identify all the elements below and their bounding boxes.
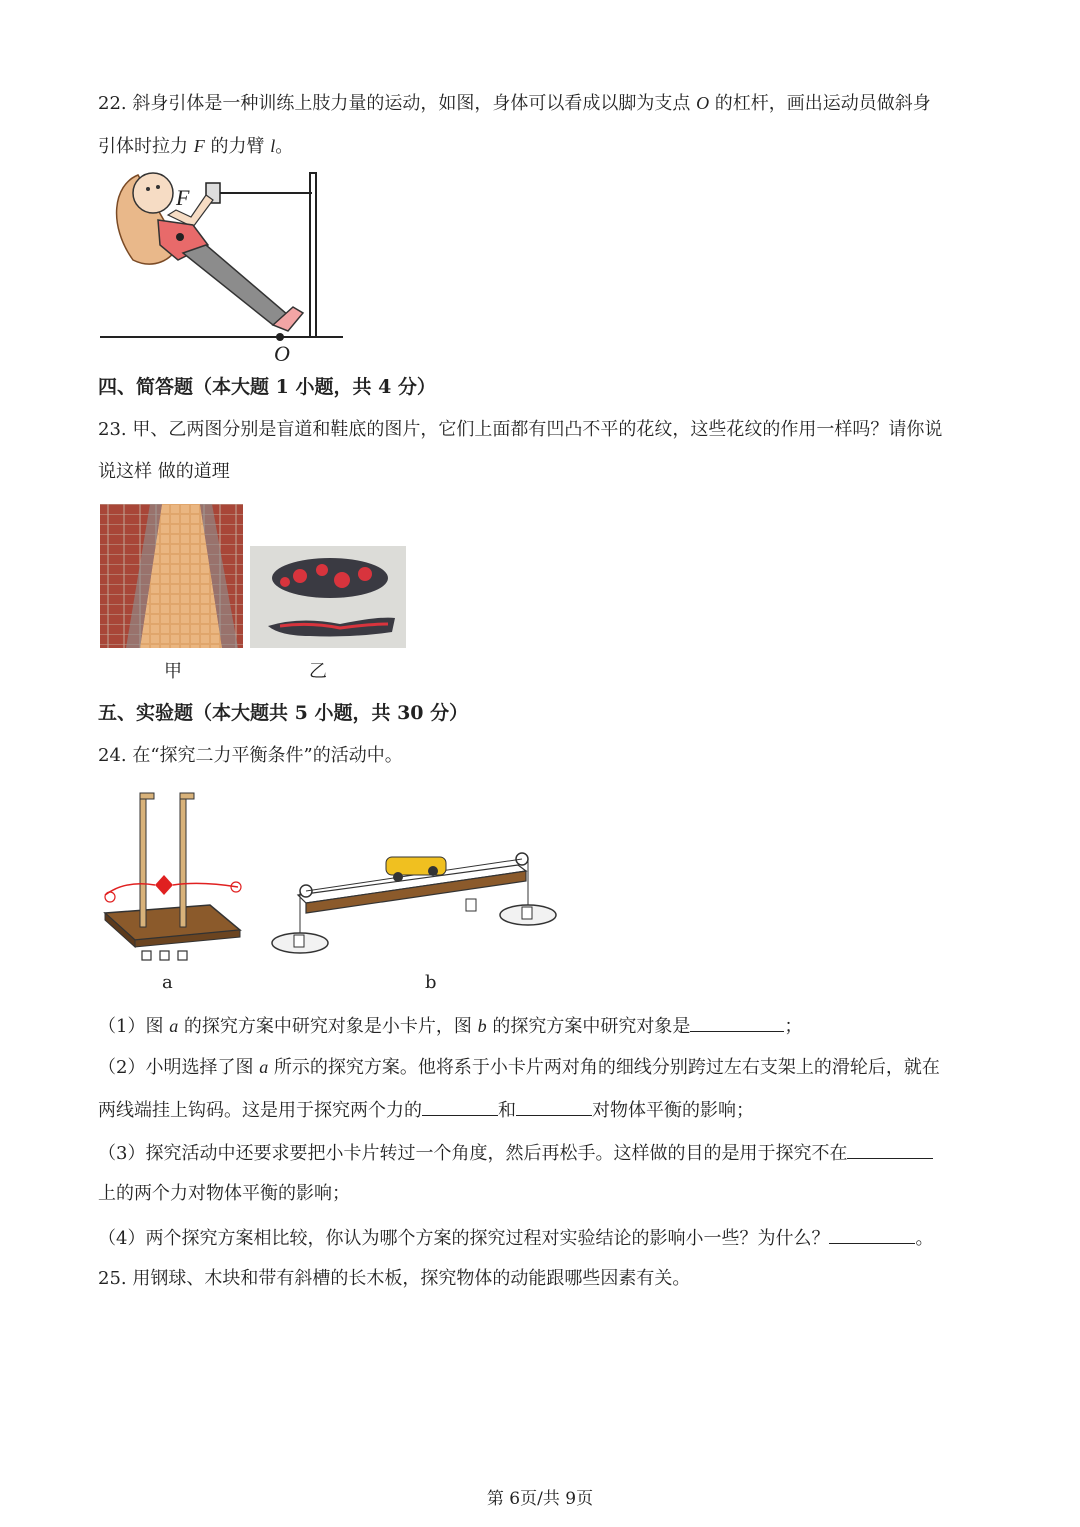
q22-line1: 22. 斜身引体是一种训练上肢力量的运动，如图，身体可以看成以脚为支点 O 的杠杆，画出运动员做斜身 <box>98 93 931 114</box>
tactile-paving-photo <box>100 504 243 648</box>
page-footer: 第 6页/共 9页 <box>486 1489 594 1509</box>
caption-b: b <box>425 972 437 993</box>
q25-line1: 25. 用钢球、木块和带有斜槽的长木板，探究物体的动能跟哪些因素有关。 <box>98 1268 691 1289</box>
caption-jia: 甲 <box>164 661 182 682</box>
q24-sub1: （1）图 a 的探究方案中研究对象是小卡片，图 b 的探究方案中研究对象是 ； <box>98 1013 802 1039</box>
answer-blank-3[interactable] <box>516 1097 592 1116</box>
caption-yi: 乙 <box>309 661 327 682</box>
q23-line1: 23. 甲、乙两图分别是盲道和鞋底的图片，它们上面都有凹凸不平的花纹，这些花纹的作用一样吗？请你说 <box>98 419 943 440</box>
apparatus-b <box>268 835 560 965</box>
q24-sub2-line2: 两线端挂上钩码。这是用于探究两个力的 和 对物体平衡的影响； <box>98 1097 754 1123</box>
q23-line2: 说这样 做的道理 <box>98 461 230 482</box>
section5-heading: 五、实验题（本大题共 5 小题，共 30 分） <box>98 702 469 724</box>
pivot-label-o: O <box>274 341 290 365</box>
q22-figure <box>98 165 358 365</box>
q24-sub3-line2: 上的两个力对物体平衡的影响； <box>98 1183 350 1204</box>
q24-intro: 24. 在“探究二力平衡条件”的活动中。 <box>98 745 403 766</box>
q24-sub4: （4）两个探究方案相比较，你认为哪个方案的探究过程对实验结论的影响小一些？为什么？ 。 <box>98 1225 933 1251</box>
answer-blank-4[interactable] <box>847 1140 933 1159</box>
apparatus-a <box>100 785 245 970</box>
q22-line2: 引体时拉力 F 的力臂 l。 <box>98 136 294 157</box>
answer-blank-1[interactable] <box>690 1013 784 1032</box>
caption-a: a <box>162 972 173 993</box>
force-label-f: F <box>176 185 190 210</box>
answer-blank-5[interactable] <box>829 1225 915 1244</box>
q24-sub3: （3）探究活动中还要求要把小卡片转过一个角度，然后再松手。这样做的目的是用于探究不在 <box>98 1140 933 1166</box>
shoe-sole-photo <box>250 546 406 648</box>
section4-heading: 四、简答题（本大题 1 小题，共 4 分） <box>98 376 436 398</box>
answer-blank-2[interactable] <box>422 1097 498 1116</box>
q24-sub2: （2）小明选择了图 a 所示的探究方案。他将系于小卡片两对角的细线分别跨过左右支架上的滑轮后，就在 <box>98 1057 940 1078</box>
